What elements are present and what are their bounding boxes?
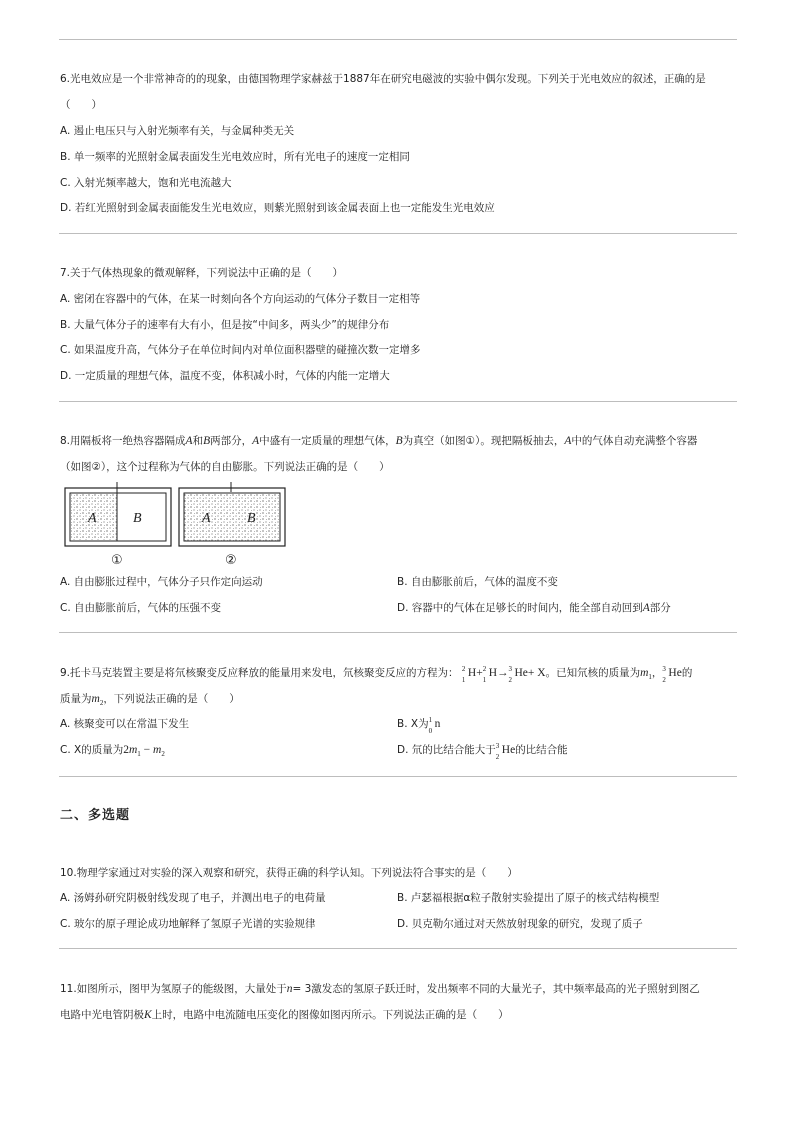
q10-option-b: B. 卢瑟福根据α粒子散射实验提出了原子的核式结构模型 [397,892,660,904]
q6-option-a: A. 遏止电压只与入射光频率有关，与金属种类无关 [60,125,295,137]
fig2-label-b: B [247,511,256,526]
q7-option-a: A. 密闭在容器中的气体，在某一时刻向各个方向运动的气体分子数目一定相等 [60,293,421,305]
q9-option-c: C. X的质量为$2m_1 - m_2$ [60,744,165,759]
q8-stem-cont: （如图②），这个过程称为气体的自由膨胀。下列说法正确的是（ ） [60,461,390,473]
divider [59,39,737,40]
q8-option-b: B. 自由膨胀前后，气体的温度不变 [397,576,558,588]
fig2-label-a: A [202,511,211,526]
nuclide-helium-3: 3 2 He [508,665,528,684]
q6-stem-cont: （ ） [60,99,102,111]
q7-option-c: C. 如果温度升高，气体分子在单位时间内对单位面积器壁的碰撞次数一定增多 [60,344,421,356]
q8-option-d: D. 容器中的气体在足够长的时间内，能全部自动回到A部分 [397,602,671,614]
q7-option-d: D. 一定质量的理想气体，温度不变，体积减小时，气体的内能一定增大 [60,370,390,382]
q6-option-b: B. 单一频率的光照射金属表面发生光电效应时，所有光电子的速度一定相同 [60,151,410,163]
divider [59,776,737,777]
q9-stem-cont: 质量为$m_2$，下列说法正确的是（ ） [60,693,240,708]
nuclide-deuterium-1: 2 1 H [461,665,477,684]
q10-stem: 10.物理学家通过对实验的深入观察和研究，获得正确的科学认知。下列说法符合事实的是（ ） [60,867,518,879]
q6-option-c: C. 入射光频率越大，饱和光电流越大 [60,177,232,189]
fig1-label-a: A [88,511,97,526]
q9-option-d: D. 氘的比结合能大于 3 2 He的比结合能 [397,742,568,761]
q6-stem: 6.光电效应是一个非常神奇的的现象，由德国物理学家赫兹于1887年在研究电磁波的实验中偶尔发现。下列关于光电效应的叙述，正确的是 [60,73,706,85]
q6-option-d: D. 若红光照射到金属表面能发生光电效应，则紫光照射到该金属表面上也一定能发生光电效应 [60,202,495,214]
q9-stem: 9.托卡马克装置主要是将氘核聚变反应释放的能量用来发电，氘核聚变反应的方程为： 2 1 H+ 2 1 H→ 3 2 He+ X。已知氘核的质量为$m_1$， 3 2 He的 [60,665,693,684]
q10-option-c: C. 玻尔的原子理论成功地解释了氢原子光谱的实验规律 [60,918,316,930]
divider [59,632,737,633]
q11-stem: 11.如图所示，图甲为氢原子的能级图，大量处于n= 3激发态的氢原子跃迁时，发出频率不同的大量光子，其中频率最高的光子照射到图乙 [60,983,700,995]
q9-option-a: A. 核聚变可以在常温下发生 [60,718,190,730]
section-heading: 二、多选题 [60,808,131,823]
q7-stem: 7.关于气体热现象的微观解释，下列说法中正确的是（ ） [60,267,344,279]
fig1-caption: ① [111,553,123,568]
nuclide-deuterium-2: 2 1 H [482,665,497,684]
nuclide-helium-3: 3 2 He [662,665,682,684]
q7-option-b: B. 大量气体分子的速率有大有小，但是按“中间多，两头少”的规律分布 [60,319,390,331]
container-figure-1 [64,482,174,568]
divider [59,401,737,402]
q10-option-a: A. 汤姆孙研究阴极射线发现了电子，并测出电子的电荷量 [60,892,326,904]
divider [59,233,737,234]
q10-option-d: D. 贝克勒尔通过对天然放射现象的研究，发现了质子 [397,918,643,930]
q9-option-b: B. X为 1 0 n [397,716,441,735]
q11-stem-cont: 电路中光电管阴极K上时，电路中电流随电压变化的图像如图丙所示。下列说法正确的是（ ） [60,1009,509,1021]
nuclide-helium-3: 3 2 He [495,742,516,761]
q8-stem: 8.用隔板将一绝热容器隔成A和B两部分，A中盛有一定质量的理想气体，B为真空（如图①）。现把隔板抽去，A中的气体自动充满整个容器 [60,435,698,447]
q8-option-a: A. 自由膨胀过程中，气体分子只作定向运动 [60,576,263,588]
fig2-caption: ② [225,553,237,568]
nuclide-neutron: 1 0 n [428,716,441,735]
fig1-label-b: B [133,511,142,526]
divider [59,948,737,949]
container-figure-2 [178,482,288,568]
q8-option-c: C. 自由膨胀前后，气体的压强不变 [60,602,222,614]
